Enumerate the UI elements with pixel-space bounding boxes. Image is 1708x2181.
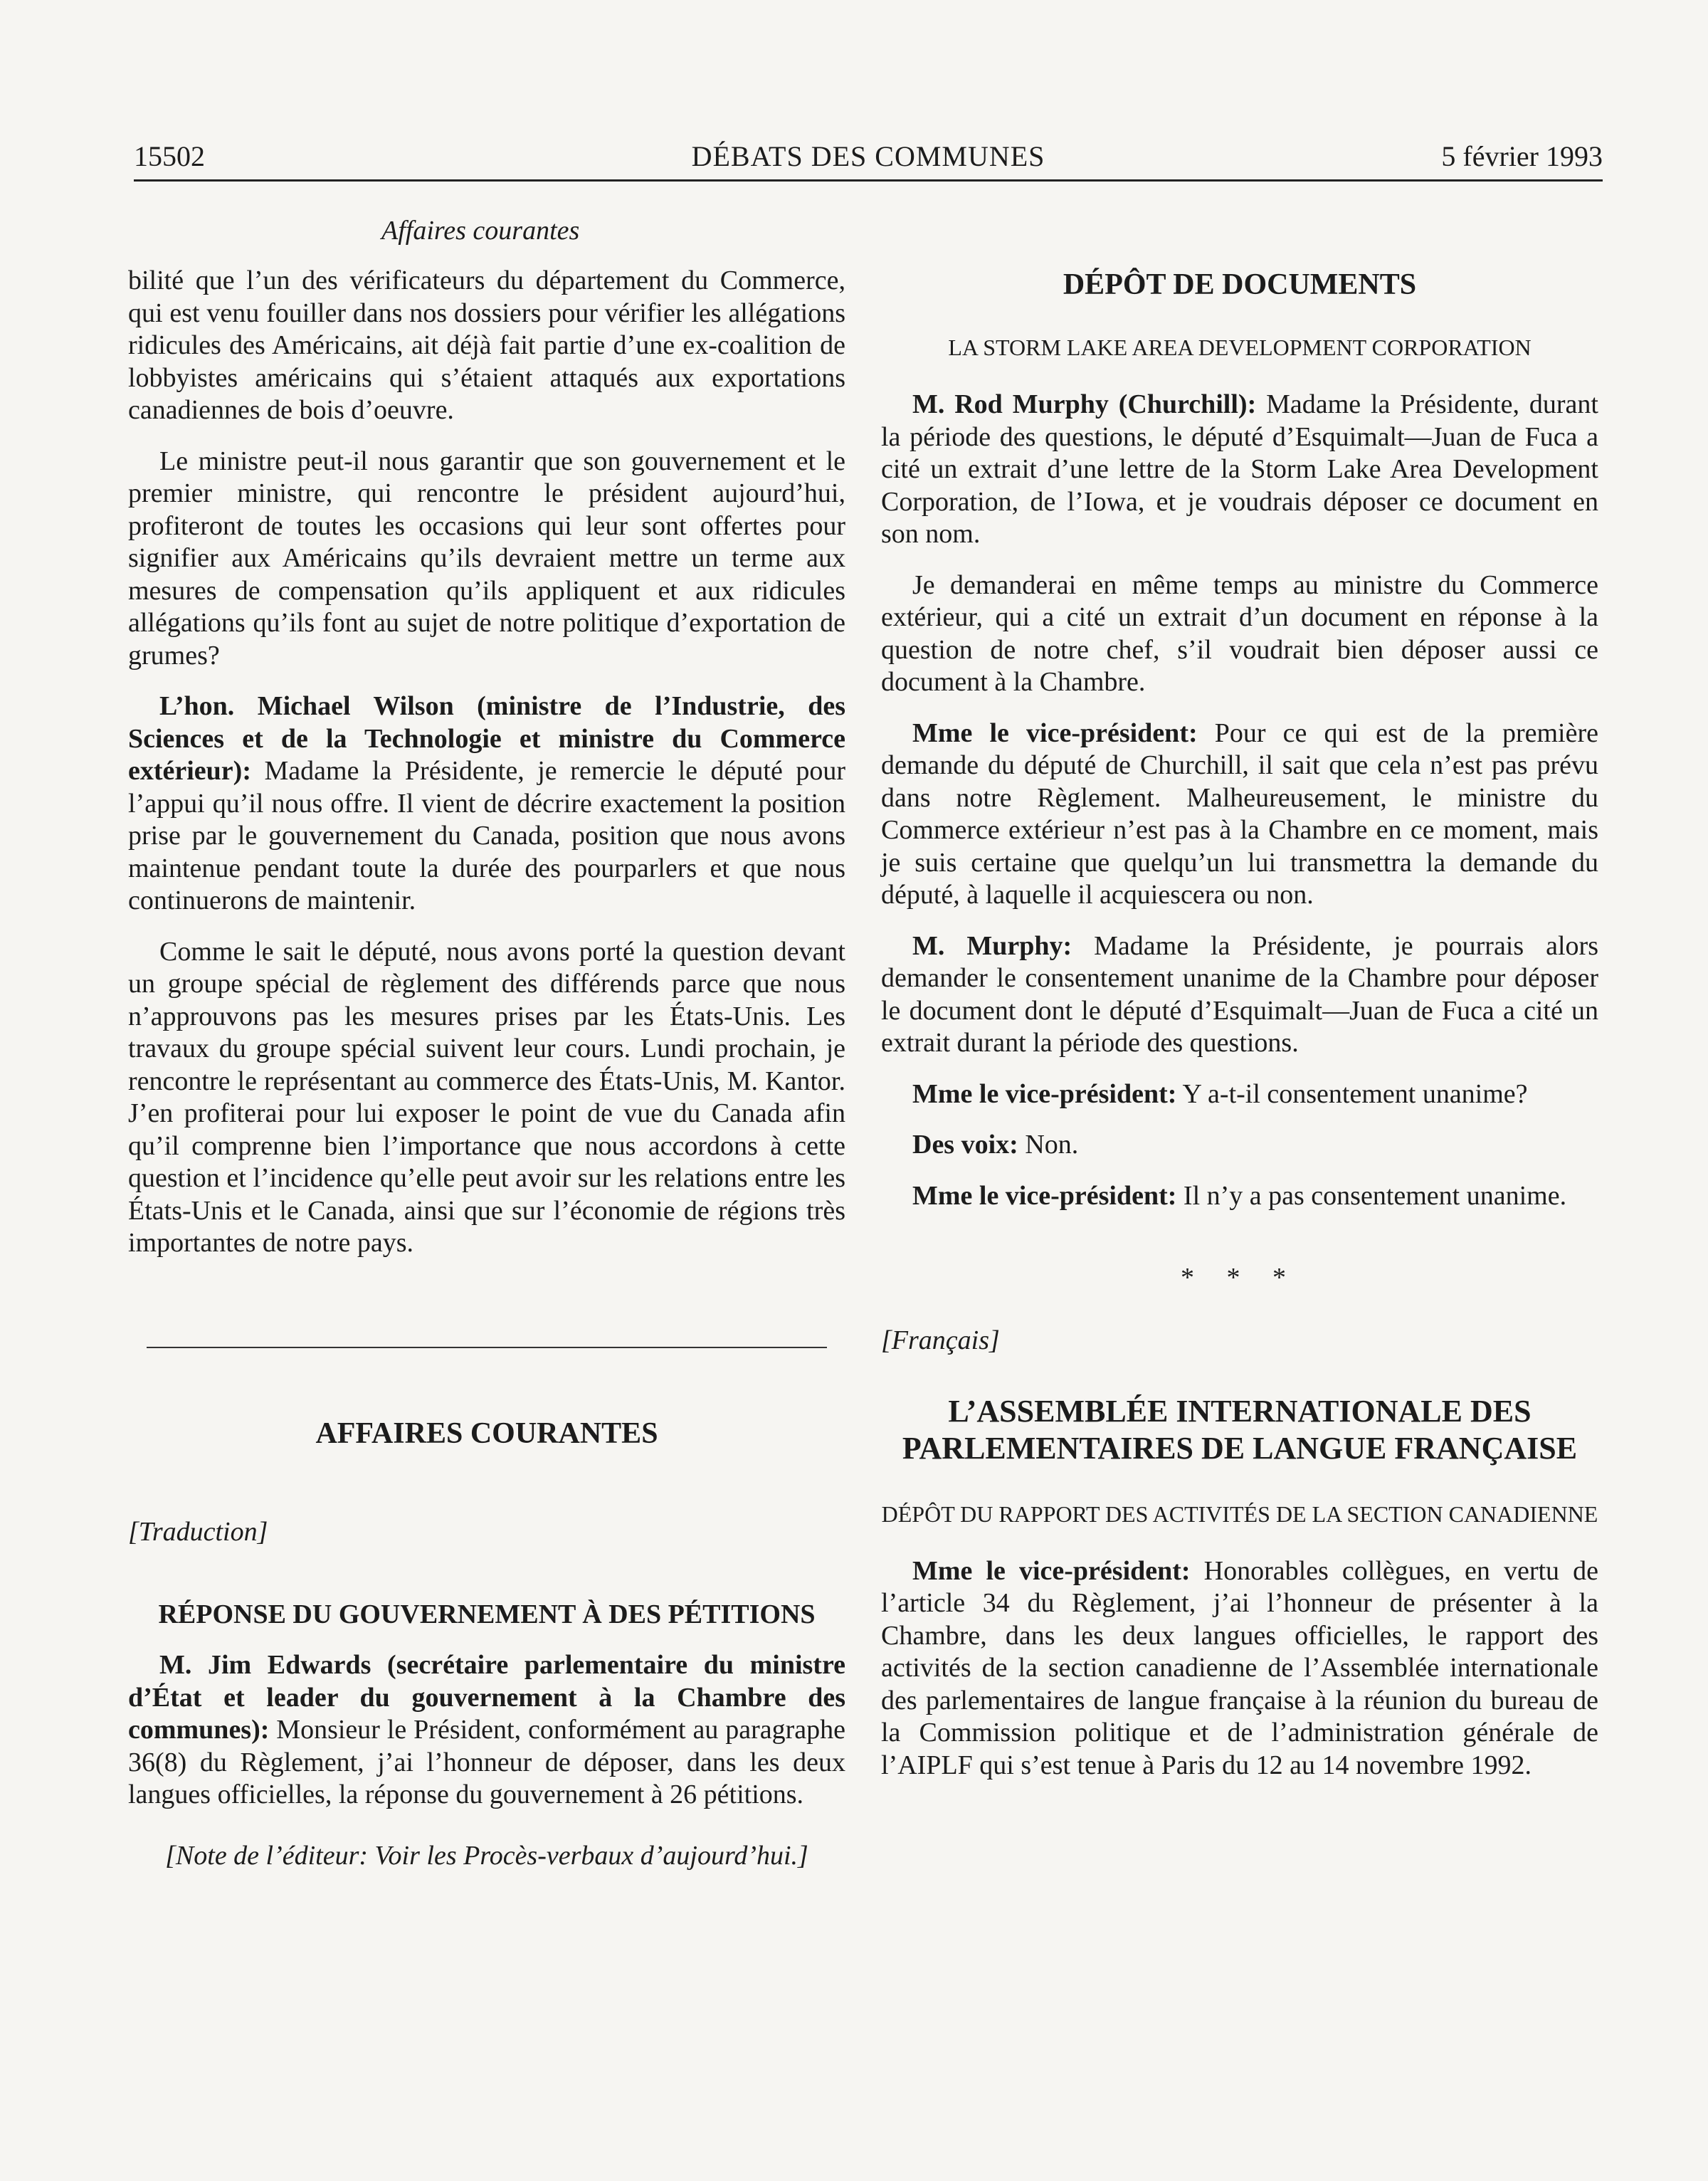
left-column	[128, 265, 845, 1871]
issue-date: 5 février 1993	[1441, 140, 1603, 172]
speaker-name: Mme le vice-président:	[912, 1555, 1191, 1586]
speech-text: Madame la Présidente, je remercie le député pour l’appui qu’il nous offre. Il vient de décrire exactement la position prise par le gouvernement du Canada, position que nous avons maintenue pendant toute la durée des pourparlers et que nous continuerons de maintenir.	[128, 756, 845, 915]
page-number: 15502	[134, 140, 205, 172]
speech-text: Madame la Présidente, je pourrais alors demander le consentement unanime de la Chambre pour déposer le document dont le député d’Esquimalt—Juan de Fuca a cité un extrait durant la période des questions.	[881, 930, 1599, 1058]
subsection-title: DÉPÔT DU RAPPORT DES ACTIVITÉS DE LA SECTION CANADIENNE	[881, 1501, 1598, 1527]
language-tag: [Traduction]	[128, 1516, 268, 1547]
speech-paragraph	[881, 1129, 1598, 1162]
speaker-name: Mme le vice-président:	[912, 1180, 1177, 1211]
speech-paragraph	[881, 389, 1598, 551]
speaker-name: M. Jim Edwards (secrétaire parlementaire du ministre d’État et leader du gouvernement à la Chambre des communes):	[128, 1650, 845, 1745]
section-title: L’ASSEMBLÉE INTERNATIONALE DES PARLEMENTAIRES DE LANGUE FRANÇAISE	[902, 1393, 1578, 1466]
speaker-name: Des voix:	[912, 1130, 1018, 1160]
speech-paragraph	[881, 1078, 1598, 1111]
section-title: DÉPÔT DE DOCUMENTS	[1063, 268, 1417, 301]
subsection-title: LA STORM LAKE AREA DEVELOPMENT CORPORATION	[948, 335, 1532, 360]
editor-note: [Note de l’éditeur: Voir les Procès-verbaux d’aujourd’hui.]	[165, 1840, 808, 1871]
speech-text: Il n’y a pas consentement unanime.	[1176, 1180, 1567, 1211]
right-column	[881, 268, 1598, 1800]
speaker-name: Mme le vice-président:	[912, 1078, 1177, 1109]
speaker-name: L’hon. Michael Wilson (ministre de l’Industrie, des Sciences et de la Technologie et ministre du Commerce extérieur):	[128, 691, 845, 786]
paragraph: Le ministre peut-il nous garantir que son gouvernement et le premier ministre, qui rencontre le président aujourd’hui, profiteront de toutes les occasions qui leur sont offertes pour signifier aux Américains qu’ils devraient mettre un terme aux mesures de compensation qu’ils appliquent et aux ridicules allégations qu’ils font au sujet de notre politique d’exportation de grumes?	[128, 446, 845, 671]
paragraph: Je demanderai en même temps au ministre du Commerce extérieur, qui a cité un extrait d’un document en réponse à la question de notre chef, s’il voudrait bien déposer aussi ce document à la Chambre.	[881, 569, 1598, 697]
speech-paragraph	[881, 930, 1598, 1060]
speech-paragraph	[881, 1555, 1598, 1782]
paragraph: Comme le sait le député, nous avons porté la question devant un groupe spécial de règlement des différends parce que nous n’approuvons pas les mesures prises par les États-Unis. Les travaux du groupe spécial suivent leur cours. Lundi prochain, je rencontre le représentant au commerce des États-Unis, M. Kantor. J’en profiterai pour lui exposer le point de vue du Canada afin qu’il comprenne bien l’importance que nous accordons à cette question et l’incidence qu’elle peut avoir sur les relations entre les États-Unis et le Canada, ainsi que sur l’économie de régions très importantes de notre pays.	[128, 936, 845, 1258]
speech-text: Y a-t-il consentement unanime?	[1176, 1078, 1528, 1109]
speaker-name: M. Rod Murphy (Churchill):	[912, 389, 1257, 419]
speaker-name: Mme le vice-président:	[912, 718, 1198, 748]
speech-paragraph	[128, 690, 845, 918]
section-title: AFFAIRES COURANTES	[315, 1417, 658, 1450]
speaker-name: M. Murphy:	[912, 930, 1072, 961]
section-separator: * * *	[1181, 1263, 1299, 1293]
publication-title: DÉBATS DES COMMUNES	[691, 140, 1045, 172]
speech-text: Honorables collègues, en vertu de l’article 34 du Règlement, j’ai l’honneur de présenter à la Chambre, dans les deux langues officielles, le rapport des activités de la section canadienne de l’Assemblée internationale des parlementaires de langue française à la réunion du bureau de la Commission politique et de l’administration générale de l’AIPLF qui s’est tenue à Paris du 12 au 14 novembre 1992.	[881, 1555, 1598, 1780]
language-tag: [Français]	[881, 1325, 1000, 1355]
speech-text: Monsieur le Président, conformément au paragraphe 36(8) du Règlement, j’ai l’honneur de déposer, dans les deux langues officielles, la réponse du gouvernement à 26 pétitions.	[128, 1715, 845, 1809]
speech-text: Madame la Présidente, durant la période des questions, le député d’Esquimalt—Juan de Fuca a cité un extrait d’une lettre de la Storm Lake Area Development Corporation, de l’Iowa, et je voudrais déposer ce document en son nom.	[881, 389, 1598, 549]
speech-paragraph	[881, 718, 1598, 912]
subsection-title: RÉPONSE DU GOUVERNEMENT À DES PÉTITIONS	[158, 1599, 816, 1629]
speech-paragraph	[881, 1180, 1598, 1213]
speech-text: Non.	[1018, 1130, 1079, 1160]
speech-paragraph	[128, 1649, 845, 1812]
page-header	[134, 140, 1603, 182]
running-rubric: Affaires courantes	[381, 216, 580, 246]
speech-text: Pour ce qui est de la première demande du député de Churchill, il sait que cela n’est pas prévu dans notre Règlement. Malheureusement, le ministre du Commerce extérieur n’est pas à la Chambre en ce moment, mais je suis certaine que quelqu’un lui transmettra la demande du député, à laquelle il acquiescera ou non.	[881, 718, 1598, 910]
paragraph: bilité que l’un des vérificateurs du département du Commerce, qui est venu fouiller dans nos dossiers pour vérifier les allégations ridicules des Américains, ait déjà fait partie d’une ex-coalition de lobbyistes américains qui s’étaient attaqués aux exportations canadiennes de bois d’oeuvre.	[128, 266, 845, 425]
